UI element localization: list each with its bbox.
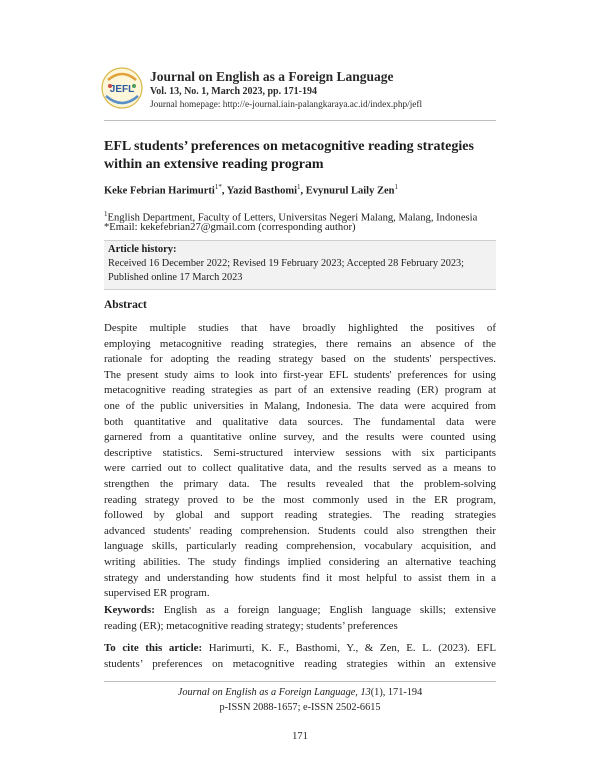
footer-divider: [104, 681, 496, 682]
footer-citation: Journal on English as a Foreign Language, 13(1), 171-194: [177, 687, 423, 698]
abstract-line: rationale for adopting the reading strategy based on the students' perspectives.: [104, 353, 496, 366]
abstract-line: strategy and understanding how students find it most helpful to assist them in a: [104, 571, 496, 584]
header-divider: [104, 120, 496, 121]
author-name: Keke Febrian Harimurti: [104, 185, 215, 197]
history-dates: Received 16 December 2022; Revised 19 February 2023; Accepted 28 February 2023;: [108, 258, 465, 269]
abstract-line: followed by global and support reading strategies. The reading strategies: [104, 509, 496, 522]
author-name: Evynurul Laily Zen: [305, 185, 395, 197]
footer-issn: p-ISSN 2088-1657; e-ISSN 2502-6615: [219, 702, 381, 713]
journal-title: Journal on English as a Foreign Language: [150, 69, 394, 84]
journal-volume: Vol. 13, No. 1, March 2023, pp. 171-194: [150, 86, 317, 97]
affiliation: $^1$English Department, Faculty of Letters, Universitas Negeri Malang, Malang, Indonesia: [104, 210, 478, 224]
history-published: Published online 17 March 2023: [108, 272, 243, 283]
abstract-line: descriptive statistics. Semi-structured interview sessions with six participants: [104, 446, 496, 459]
abstract-line: were carried out to collect qualitative data, and the results served as a means to: [104, 462, 496, 475]
article-title: EFL students’ preferences on metacognitive reading strategies within an extensive reading program: [104, 139, 474, 172]
author-name: Yazid Basthomi: [226, 185, 298, 197]
history-label: Article history:: [108, 244, 177, 255]
abstract-body: [104, 321, 496, 602]
page-number: 171: [292, 731, 308, 742]
journal-logo: [100, 66, 144, 110]
journal-homepage: Journal homepage: http://e-journal.iain-palangkaraya.ac.id/index.php/jefl: [150, 100, 423, 110]
abstract-line: The present study aims to look into first-year EFL students' preferences for using: [104, 368, 496, 381]
citation: To cite this article: Harimurti, K. F., Basthomi, Y., & Zen, E. L. (2023). EFL students’ preferences on metacognitive reading strategies within an extensive: [104, 642, 496, 670]
abstract-line: garnered from a quantitative online survey, and the results were counted using: [104, 431, 496, 444]
keywords: Keywords: English as a foreign language; English language skills; extensive reading (ER); metacognitive reading strategy; students’ preferences: [104, 604, 496, 632]
author-list: Keke Febrian Harimurti$^{1*}$, Yazid Basthomi$^1$, Evynurul Laily Zen$^1$: [104, 183, 398, 197]
abstract-line: both quantitative and qualitative data sources. The fundamental data were: [104, 415, 496, 428]
abstract-line: metacognitive reading strategies as part of an extensive reading (ER) program at: [104, 384, 496, 397]
abstract-line: employing metacognitive reading strategies, there remains an absence of the: [104, 337, 496, 350]
corresponding-email: *Email: kekefebrian27@gmail.com (corresponding author): [104, 222, 356, 233]
abstract-line: strengthen the primary data. The results revealed that the problem-solving: [104, 477, 496, 490]
abstract-line: one of the public universities in Malang, Indonesia. The data were acquired from: [104, 399, 496, 412]
article-history-box: [104, 240, 496, 290]
abstract-line: advanced students' reading comprehension. Students could also strengthen their: [104, 524, 496, 537]
abstract-line: reading strategy proved to be the most commonly used in the ER program,: [104, 493, 496, 506]
abstract-line: Despite multiple studies that have broadly highlighted the positives of: [104, 322, 496, 334]
svg-text:JEFL: JEFL: [109, 84, 135, 95]
abstract-heading: Abstract: [104, 299, 147, 311]
abstract-line: supervised ER program.: [104, 587, 210, 600]
abstract-line: writing abilities. The study findings implied considering an alternative teaching: [104, 555, 496, 568]
abstract-line: language skills, particularly reading comprehension, vocabulary acquisition, and: [104, 540, 496, 553]
